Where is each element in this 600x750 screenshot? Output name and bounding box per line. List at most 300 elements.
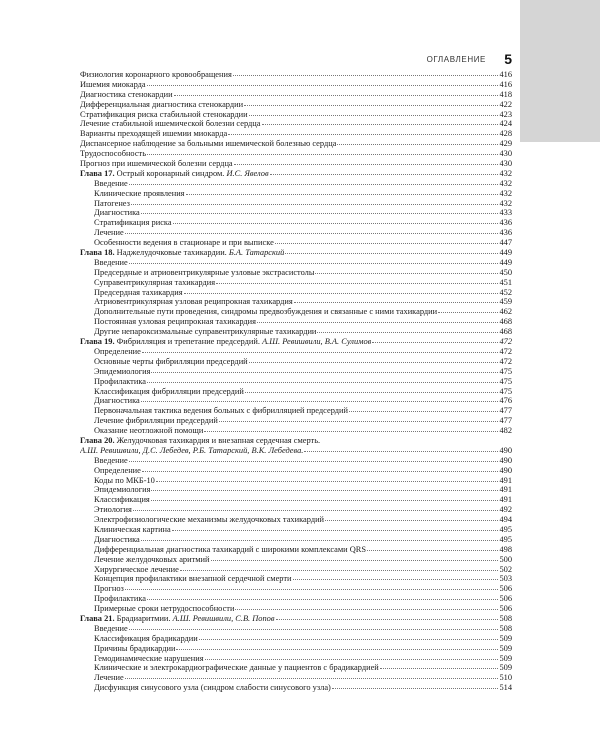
dot-leader <box>332 688 499 689</box>
entry-text: Наджелудочковые тахикардии. <box>116 248 227 258</box>
toc-entry <box>80 278 512 288</box>
toc-page-number: 424 <box>499 119 512 129</box>
toc-entry-title <box>94 545 366 555</box>
toc-entry-title <box>94 218 172 228</box>
toc-page-number: 491 <box>499 485 512 495</box>
entry-text: Введение <box>94 178 128 188</box>
table-of-contents <box>80 70 512 693</box>
toc-chapter-entry <box>80 169 512 179</box>
toc-page-number: 490 <box>499 455 512 465</box>
toc-entry-title <box>94 654 204 664</box>
toc-page-number: 462 <box>499 307 512 317</box>
entry-text: Предсердная тахикардия <box>94 287 183 297</box>
toc-entry <box>80 268 512 278</box>
toc-entry-title <box>94 258 128 268</box>
toc-page-number: 432 <box>499 168 512 178</box>
entry-text: Профилактика <box>94 594 146 604</box>
dot-leader <box>172 530 499 531</box>
toc-page-number: 500 <box>499 554 512 564</box>
entry-text: Гемодинамические нарушения <box>94 653 204 663</box>
dot-leader <box>129 263 499 264</box>
chapter-authors: А.Ш. Ревишвили, С.В. Попов <box>172 613 275 623</box>
toc-entry-title <box>94 663 379 673</box>
toc-entry-title <box>94 327 316 337</box>
toc-page-number: 491 <box>499 475 512 485</box>
toc-page-number: 510 <box>499 673 512 683</box>
dot-leader <box>133 510 499 511</box>
entry-text: Физиология коронарного кровообращения <box>80 70 232 79</box>
entry-text: Эпидемиология <box>94 366 151 376</box>
page-header <box>80 52 512 68</box>
dot-leader <box>147 85 499 86</box>
toc-entry <box>80 505 512 515</box>
entry-text: Брадиаритмии. <box>116 613 171 623</box>
dot-leader <box>245 392 499 393</box>
dot-leader <box>317 332 498 333</box>
toc-entry <box>80 466 512 476</box>
toc-entry-title <box>94 377 146 387</box>
toc-entry-title <box>80 248 284 258</box>
toc-entry <box>80 406 512 416</box>
dot-leader <box>367 550 498 551</box>
toc-entry <box>80 100 512 110</box>
entry-text: Стратификация риска <box>94 218 172 228</box>
toc-entry-title <box>94 505 132 515</box>
toc-entry-title <box>94 466 141 476</box>
toc-page-number: 432 <box>499 188 512 198</box>
dot-leader <box>204 431 498 432</box>
entry-text: Лечение стабильной ишемической болезни сердца <box>80 119 261 129</box>
entry-text: Диагностика <box>94 208 140 218</box>
entry-text: Клиническая картина <box>94 524 171 534</box>
toc-entry <box>80 476 512 486</box>
toc-page-number: 477 <box>499 406 512 416</box>
entry-text: Прогноз <box>94 584 124 594</box>
toc-entry-title <box>80 129 227 139</box>
dot-leader <box>141 401 499 402</box>
toc-chapter-entry <box>80 248 512 258</box>
dot-leader <box>176 649 498 650</box>
toc-entry <box>80 208 512 218</box>
dot-leader <box>285 253 498 254</box>
dot-leader <box>380 668 499 669</box>
toc-page-number: 468 <box>499 317 512 327</box>
toc-entry <box>80 446 512 456</box>
dot-leader <box>151 490 498 491</box>
toc-entry-title <box>94 515 324 525</box>
dot-leader <box>325 520 498 521</box>
toc-entry-title <box>94 574 292 584</box>
toc-entry-title <box>94 673 124 683</box>
toc-page-number: 459 <box>499 297 512 307</box>
toc-page-number: 509 <box>499 643 512 653</box>
toc-page-number: 472 <box>499 337 512 347</box>
toc-entry-title <box>80 110 248 120</box>
toc-entry <box>80 673 512 683</box>
toc-page-number: 475 <box>499 366 512 376</box>
toc-page-number: 430 <box>499 149 512 159</box>
toc-page-number: 506 <box>499 584 512 594</box>
dot-leader <box>276 619 499 620</box>
entry-text: Лечение желудочковых аритмий <box>94 554 210 564</box>
toc-entry-title <box>94 199 130 209</box>
toc-entry <box>80 129 512 139</box>
chapter-authors: И.С. Явелов <box>226 168 269 178</box>
dot-leader <box>244 105 498 106</box>
toc-entry-title <box>94 387 244 397</box>
toc-entry <box>80 495 512 505</box>
toc-entry-title <box>94 485 150 495</box>
toc-entry <box>80 663 512 673</box>
entry-text: Желудочковая тахикардия и внезапная сердечная смерть. <box>116 435 321 445</box>
toc-page-number: 514 <box>499 683 512 693</box>
toc-entry <box>80 416 512 426</box>
entry-text: Причины брадикардии <box>94 643 176 653</box>
toc-page-number: 506 <box>499 594 512 604</box>
toc-entry <box>80 297 512 307</box>
toc-entry <box>80 189 512 199</box>
chapter-authors: Б.А. Татарский <box>228 248 285 258</box>
toc-entry-title <box>94 426 203 436</box>
dot-leader <box>147 382 498 383</box>
toc-entry <box>80 149 512 159</box>
entry-text: Постоянная узловая реципрокная тахикардия <box>94 317 257 327</box>
entry-text: Хирургическое лечение <box>94 564 179 574</box>
dot-leader <box>147 154 498 155</box>
dot-leader <box>180 570 499 571</box>
toc-entry-title <box>94 476 155 486</box>
dot-leader <box>142 471 499 472</box>
dot-leader <box>249 115 499 116</box>
entry-text: Дополнительные пути проведения, синдромы предвозбуждения и связанные с ними тахикардии <box>94 307 438 317</box>
dot-leader <box>125 589 499 590</box>
toc-entry <box>80 545 512 555</box>
toc-page-number: 472 <box>499 346 512 356</box>
entry-text: Атриовентрикулярная узловая реципрокная тахикардия <box>94 297 293 307</box>
toc-entry <box>80 347 512 357</box>
toc-entry-title <box>94 297 293 307</box>
toc-entry <box>80 555 512 565</box>
toc-entry-title <box>94 406 348 416</box>
toc-entry-title <box>80 159 233 169</box>
entry-text: Первоначальная тактика ведения больных с фибрилляцией предсердий <box>94 406 349 416</box>
toc-entry-title <box>80 90 173 100</box>
toc-page-number: 508 <box>499 623 512 633</box>
toc-entry-title <box>94 179 128 189</box>
toc-entry <box>80 594 512 604</box>
entry-text: Определение <box>94 465 141 475</box>
toc-entry <box>80 644 512 654</box>
entry-text: Диагностика стенокардии <box>80 89 173 99</box>
entry-text: Ишемия миокарда <box>80 79 146 89</box>
toc-page-number: 447 <box>499 238 512 248</box>
entry-text: Другие непароксизмальные суправентрикулярные тахикардии <box>94 327 317 337</box>
toc-entry-title <box>94 535 140 545</box>
dot-leader <box>173 223 499 224</box>
dot-leader <box>337 144 498 145</box>
toc-entry-title <box>94 416 218 426</box>
toc-entry <box>80 574 512 584</box>
toc-entry-title <box>94 317 256 327</box>
toc-entry <box>80 110 512 120</box>
toc-entry <box>80 396 512 406</box>
entry-text: Трудоспособность <box>80 149 147 159</box>
entry-text: Оказание неотложной помощи <box>94 426 204 436</box>
toc-entry-title <box>94 555 210 565</box>
entry-text: Клинические проявления <box>94 188 185 198</box>
toc-page-number: 503 <box>499 574 512 584</box>
dot-leader <box>205 659 499 660</box>
toc-page-number: 416 <box>499 70 512 79</box>
toc-entry-title <box>94 367 150 377</box>
entry-text: Классификация <box>94 495 150 505</box>
entry-text: Суправентрикулярная тахикардия <box>94 277 216 287</box>
dot-leader <box>293 579 499 580</box>
toc-page-number: 475 <box>499 386 512 396</box>
entry-text: Введение <box>94 257 128 267</box>
dot-leader <box>129 184 499 185</box>
dot-leader <box>235 609 498 610</box>
toc-chapter-entry <box>80 337 512 347</box>
toc-entry <box>80 515 512 525</box>
toc-entry <box>80 367 512 377</box>
toc-entry <box>80 565 512 575</box>
dot-leader <box>151 500 499 501</box>
chapter-number: Глава 20. <box>80 435 115 445</box>
dot-leader <box>349 411 498 412</box>
running-head: ОГЛАВЛЕНИЕ <box>426 55 486 64</box>
toc-page-number: 506 <box>499 604 512 614</box>
entry-text: Фибрилляция и трепетание предсердий. <box>116 337 260 347</box>
toc-entry <box>80 238 512 248</box>
dot-leader <box>142 352 499 353</box>
toc-chapter-entry <box>80 614 512 624</box>
chapter-number: Глава 18. <box>80 248 115 258</box>
toc-page-number: 450 <box>499 267 512 277</box>
dot-leader <box>216 283 498 284</box>
toc-page-number: 482 <box>499 426 512 436</box>
entry-text: Введение <box>94 455 128 465</box>
dot-leader <box>156 481 499 482</box>
dot-leader <box>438 312 498 313</box>
entry-text: Коды по МКБ-10 <box>94 475 155 485</box>
dot-leader <box>372 342 498 343</box>
toc-entry-title <box>80 149 146 159</box>
toc-entry <box>80 387 512 397</box>
dot-leader <box>129 629 499 630</box>
dot-leader <box>184 293 499 294</box>
toc-entry <box>80 485 512 495</box>
chapter-authors: А.Ш. Ревишвили, В.А. Сулимов <box>262 337 372 347</box>
toc-entry-title <box>94 278 215 288</box>
dot-leader <box>186 194 499 195</box>
toc-page-number: 452 <box>499 287 512 297</box>
chapter-number: Глава 17. <box>80 168 115 178</box>
entry-text: Концепция профилактики внезапной сердечной смерти <box>94 574 292 584</box>
toc-entry-title <box>94 584 124 594</box>
entry-text: Особенности ведения в стационаре и при выписке <box>94 238 274 248</box>
toc-entry-title <box>94 624 128 634</box>
chapter-number: Глава 19. <box>80 337 115 347</box>
toc-entry-title <box>80 436 512 446</box>
toc-entry-title <box>94 288 183 298</box>
toc-entry-title <box>94 396 140 406</box>
toc-page-number: 472 <box>499 356 512 366</box>
toc-page-number: 468 <box>499 327 512 337</box>
entry-text: Диагностика <box>94 534 140 544</box>
toc-entry <box>80 119 512 129</box>
entry-text: Патогенез <box>94 198 130 208</box>
toc-page-number: 436 <box>499 228 512 238</box>
toc-entry <box>80 456 512 466</box>
dot-leader <box>234 164 499 165</box>
toc-entry <box>80 604 512 614</box>
entry-text: Диагностика <box>94 396 140 406</box>
dot-leader <box>304 451 498 452</box>
dot-leader <box>270 174 499 175</box>
toc-page-number: 451 <box>499 277 512 287</box>
toc-entry-title <box>94 634 198 644</box>
toc-page-number: 492 <box>499 505 512 515</box>
toc-entry-title <box>80 119 261 129</box>
chapter-number: Глава 21. <box>80 613 115 623</box>
entry-text: Профилактика <box>94 376 146 386</box>
toc-entry-title <box>94 604 234 614</box>
toc-entry <box>80 70 512 80</box>
entry-text: Примерные сроки нетрудоспособности <box>94 604 235 614</box>
dot-leader <box>141 540 499 541</box>
toc-entry <box>80 624 512 634</box>
toc-entry-title <box>94 357 248 367</box>
toc-entry <box>80 228 512 238</box>
toc-page-number: 490 <box>499 465 512 475</box>
toc-entry-title <box>80 139 336 149</box>
entry-text: Дифференциальная диагностика тахикардий с широкими комплексами QRS <box>94 544 367 554</box>
toc-entry <box>80 357 512 367</box>
toc-entry-title <box>94 347 141 357</box>
toc-page-number: 416 <box>499 79 512 89</box>
entry-text: Основные черты фибрилляции предсердий <box>94 356 248 366</box>
entry-text: Варианты преходящей ишемии миокарда <box>80 129 228 139</box>
toc-entry-title <box>94 594 146 604</box>
entry-text: Дифференциальная диагностика стенокардии <box>80 99 244 109</box>
toc-entry <box>80 654 512 664</box>
toc-page-number: 476 <box>499 396 512 406</box>
entry-text: Диспансерное наблюдение за больными ишемической болезнью сердца <box>80 139 337 149</box>
entry-text: Стратификация риска стабильной стенокардии <box>80 109 248 119</box>
entry-text: Предсердные и атриовентрикулярные узловые экстрасистолы <box>94 267 315 277</box>
toc-page-number: 432 <box>499 178 512 188</box>
toc-page-number: 429 <box>499 139 512 149</box>
dot-leader <box>199 639 499 640</box>
toc-entry-title <box>80 337 371 347</box>
toc-page-number: 449 <box>499 248 512 258</box>
toc-entry <box>80 327 512 337</box>
dot-leader <box>151 372 498 373</box>
toc-entry-title <box>80 169 269 179</box>
toc-entry <box>80 80 512 90</box>
toc-entry <box>80 377 512 387</box>
toc-page-number: 428 <box>499 129 512 139</box>
dot-leader <box>131 204 499 205</box>
entry-text: Введение <box>94 623 128 633</box>
toc-entry <box>80 139 512 149</box>
toc-entry-title <box>94 307 437 317</box>
entry-text: Лечение <box>94 228 124 238</box>
toc-page-number: 498 <box>499 544 512 554</box>
toc-entry-title <box>94 238 274 248</box>
dot-leader <box>315 273 498 274</box>
toc-entry <box>80 90 512 100</box>
page-number: 5 <box>504 51 512 67</box>
toc-page-number: 495 <box>499 534 512 544</box>
dot-leader <box>219 421 499 422</box>
toc-page-number: 432 <box>499 198 512 208</box>
dot-leader <box>147 599 498 600</box>
toc-entry-title <box>94 565 179 575</box>
toc-entry-title <box>94 683 331 693</box>
toc-entry <box>80 634 512 644</box>
dot-leader <box>275 243 499 244</box>
dot-leader <box>233 75 499 76</box>
toc-page-number: 436 <box>499 218 512 228</box>
dot-leader <box>125 233 499 234</box>
toc-chapter-entry <box>80 436 512 446</box>
dot-leader <box>249 362 499 363</box>
toc-page-number: 502 <box>499 564 512 574</box>
toc-entry <box>80 258 512 268</box>
chapter-authors: А.Ш. Ревишвили, Д.С. Лебедев, Р.Б. Татарский, В.К. Лебедева. <box>80 445 304 455</box>
toc-page-number: 418 <box>499 89 512 99</box>
entry-text: Этиология <box>94 505 132 515</box>
toc-entry-title <box>94 495 150 505</box>
toc-entry-title <box>80 614 275 624</box>
toc-page-number: 495 <box>499 524 512 534</box>
toc-entry <box>80 584 512 594</box>
dot-leader <box>294 302 499 303</box>
entry-text: Прогноз при ишемической болезни сердца <box>80 159 233 169</box>
entry-text: Определение <box>94 346 141 356</box>
entry-text: Классификация фибрилляции предсердий <box>94 386 244 396</box>
toc-entry <box>80 199 512 209</box>
toc-page-number: 491 <box>499 495 512 505</box>
toc-entry <box>80 683 512 693</box>
toc-page-number: 494 <box>499 515 512 525</box>
toc-entry <box>80 317 512 327</box>
toc-page-number: 423 <box>499 109 512 119</box>
toc-page-number: 475 <box>499 376 512 386</box>
toc-page-number: 508 <box>499 613 512 623</box>
toc-entry <box>80 525 512 535</box>
toc-page-number: 509 <box>499 633 512 643</box>
toc-entry <box>80 307 512 317</box>
toc-entry-title <box>94 525 171 535</box>
entry-text: Клинические и электрокардиографические данные у пациентов с брадикардией <box>94 663 379 673</box>
toc-page-number: 490 <box>499 445 512 455</box>
toc-entry <box>80 159 512 169</box>
dot-leader <box>262 124 499 125</box>
toc-entry-title <box>80 70 232 80</box>
toc-entry-title <box>80 446 303 456</box>
toc-page-number: 430 <box>499 159 512 169</box>
toc-entry <box>80 288 512 298</box>
toc-page-number: 422 <box>499 99 512 109</box>
toc-entry-title <box>80 100 243 110</box>
toc-page-number: 509 <box>499 653 512 663</box>
toc-page-number: 509 <box>499 663 512 673</box>
toc-entry <box>80 426 512 436</box>
toc-page-number: 449 <box>499 257 512 267</box>
